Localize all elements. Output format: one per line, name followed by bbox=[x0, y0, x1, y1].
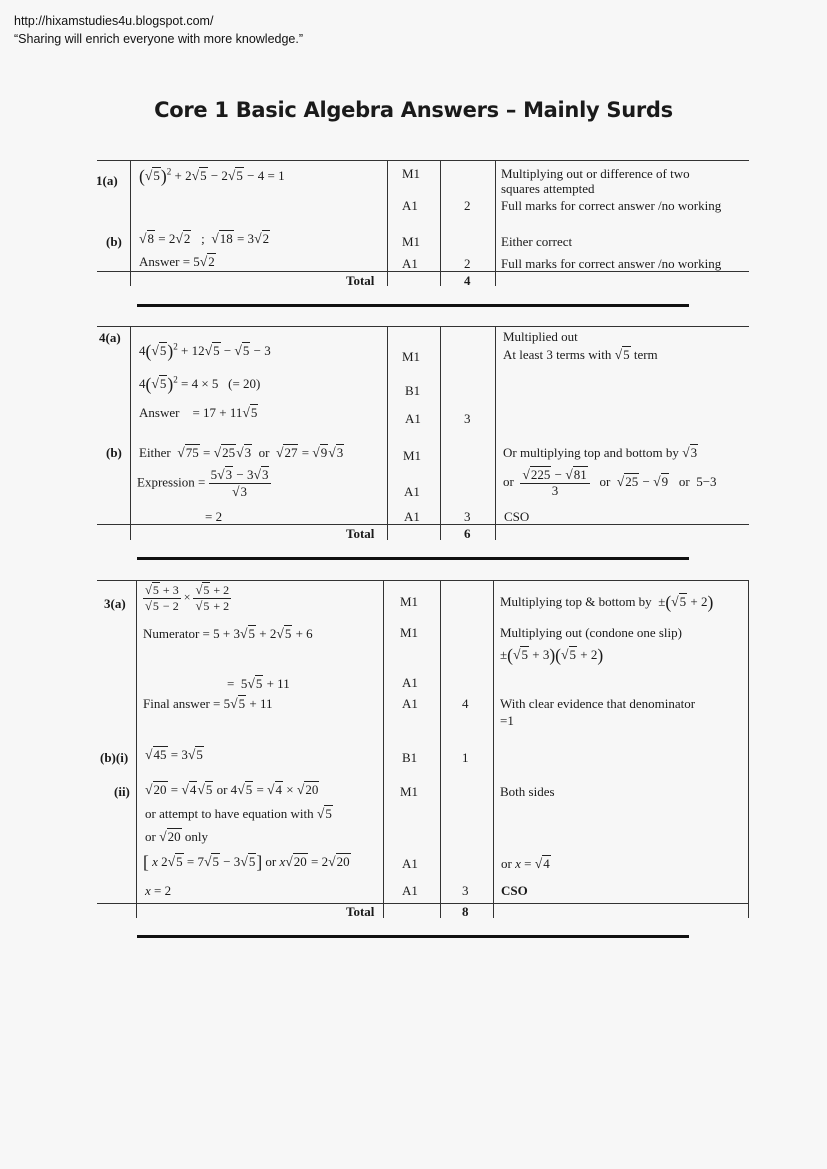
q3ii-working3: or √20 only bbox=[145, 829, 208, 844]
q4b-note5: CSO bbox=[504, 509, 530, 524]
q3a-note1: Multiplying top & bottom by ±(√5 + 2) bbox=[500, 592, 714, 612]
q4a-note2-end: term bbox=[633, 347, 658, 362]
q3-col-divider bbox=[440, 580, 441, 918]
page-title: Core 1 Basic Algebra Answers – Mainly Surds bbox=[154, 98, 673, 122]
q1b-answer: Answer = 5√2 bbox=[139, 254, 215, 269]
q3a-numerator-label: Numerator = bbox=[143, 626, 210, 641]
q3a-working1: $\frac{√5 + 3}{√5 - 2}$ × $\frac{√5 + 2}{√5 + 2}$ bbox=[145, 583, 230, 613]
q4a-note1: Multiplied out bbox=[503, 329, 578, 344]
q1a-mark: 2 bbox=[464, 198, 471, 213]
q4a-working1: $4(√5)^2 + 12√5 - √5 - 3$ bbox=[139, 341, 271, 361]
q3-col-divider bbox=[136, 580, 137, 918]
q3ii-working2: or attempt to have equation with √5 bbox=[145, 806, 332, 821]
q1-col-divider bbox=[495, 160, 496, 286]
q3-total-label: Total bbox=[346, 904, 375, 919]
q3ii-a1b: A1 bbox=[402, 883, 418, 898]
q4a-m1: M1 bbox=[402, 349, 421, 364]
q4b-mark: 3 bbox=[464, 509, 471, 524]
q3a-m1b: M1 bbox=[400, 625, 419, 640]
q3a-label: 3(a) bbox=[104, 596, 126, 611]
q4-col-divider bbox=[387, 326, 388, 540]
q3a-numerator: Numerator = 5 + 3√5 + 2√5 + 6 bbox=[143, 626, 313, 641]
q4b-expression: Expression = $\frac{5√3 - 3√3}{√3}$ bbox=[137, 467, 271, 500]
q4-total: 6 bbox=[464, 526, 471, 541]
q1a-note1: Multiplying out or difference of two bbox=[501, 166, 690, 181]
header-url[interactable]: http://hixamstudies4u.blogspot.com/ bbox=[14, 14, 214, 28]
q1b-a1: A1 bbox=[402, 256, 418, 271]
q3-top-rule bbox=[97, 580, 749, 581]
q1a-a1: A1 bbox=[402, 198, 418, 213]
q4-total-label: Total bbox=[346, 526, 375, 541]
q3a-note3: With clear evidence that denominator bbox=[500, 696, 696, 711]
q3a-a1b: A1 bbox=[402, 696, 418, 711]
q3ii-attempt: or attempt to have equation with bbox=[145, 806, 314, 821]
header-tagline: “Sharing will enrich everyone with more knowledge.” bbox=[14, 32, 304, 46]
q1b-note3: Either correct bbox=[501, 234, 573, 249]
q4a-note2-text: At least 3 terms with bbox=[503, 347, 612, 362]
q4b-label: (b) bbox=[106, 445, 122, 460]
q4b-a1: A1 bbox=[404, 484, 420, 499]
q1a-working: $(√5)^2 + 2√5 - 2√5 - 4 = 1$ bbox=[139, 166, 285, 186]
q1b-m1: M1 bbox=[402, 234, 421, 249]
q4b-note3-text: Or multiplying top and bottom by bbox=[503, 445, 679, 460]
q1b-label: (b) bbox=[106, 234, 122, 249]
q4-col-divider bbox=[495, 326, 496, 540]
q3ii-only: only bbox=[184, 829, 208, 844]
q3-total-rule bbox=[97, 903, 749, 904]
q4a-label: 4(a) bbox=[99, 330, 121, 345]
q3-col-divider bbox=[493, 580, 494, 918]
q1-col-divider bbox=[387, 160, 388, 286]
q4a-b1: B1 bbox=[405, 383, 421, 398]
q3bi-working: √45 = 3√5 bbox=[145, 747, 203, 762]
q1b-mark: 2 bbox=[464, 256, 471, 271]
q3bi-b1: B1 bbox=[402, 750, 418, 765]
q4-total-rule bbox=[97, 524, 749, 525]
q3-separator bbox=[137, 935, 689, 938]
q3a-note3b: =1 bbox=[500, 713, 514, 728]
q3a-m1: M1 bbox=[400, 594, 419, 609]
q3a-note2-expr: ±(√5 + 3)(√5 + 2) bbox=[500, 645, 604, 665]
q1-separator bbox=[137, 304, 689, 307]
q1a-note2: Full marks for correct answer /no working bbox=[501, 198, 722, 213]
q3ii-working4: [ x 2√5 = 7√5 − 3√5] or x√20 = 2√20 bbox=[143, 852, 350, 872]
q3a-final: Final answer = 5√5 + 11 bbox=[143, 696, 273, 711]
q4-col-divider bbox=[130, 326, 131, 540]
q3-right-border bbox=[748, 580, 749, 918]
q3a-note1-text: Multiplying top & bottom by bbox=[500, 594, 652, 609]
q4b-note3: Or multiplying top and bottom by √3 bbox=[503, 445, 698, 460]
q1b-note4: Full marks for correct answer /no working bbox=[501, 256, 722, 271]
q3a-note2: Multiplying out (condone one slip) bbox=[500, 625, 682, 640]
q3ii-note6: CSO bbox=[501, 883, 528, 898]
q4b-either: Either bbox=[139, 445, 171, 460]
q4b-working1: Either √75 = √25√3 or √27 = √9√3 bbox=[139, 445, 344, 460]
q4a-working2: $4(√5)^2 = 4 \times 5$ (= 20) bbox=[139, 374, 261, 394]
q1-col-divider bbox=[130, 160, 131, 286]
q4a-answer-label: Answer bbox=[139, 405, 180, 420]
q3ii-working1: √20 = √4√5 or 4√5 = √4 × √20 bbox=[145, 782, 319, 797]
q4-col-divider bbox=[440, 326, 441, 540]
q3-col-divider bbox=[383, 580, 384, 918]
q4b-or: or bbox=[258, 445, 270, 460]
q4b-eq2: = 2 bbox=[205, 509, 223, 524]
q3ii-m1: M1 bbox=[400, 784, 419, 799]
q4-top-rule bbox=[97, 326, 749, 327]
q3ii-note4: Both sides bbox=[500, 784, 555, 799]
q3a-a1: A1 bbox=[402, 675, 418, 690]
q1a-label: 1(a) bbox=[96, 173, 118, 188]
q1a-note1b: squares attempted bbox=[501, 181, 595, 196]
q3ii-a1: A1 bbox=[402, 856, 418, 871]
q4b-m1: M1 bbox=[403, 448, 422, 463]
q4a-a1: A1 bbox=[405, 411, 421, 426]
q4b-a1c: A1 bbox=[404, 509, 420, 524]
q3a-final-label: Final answer = bbox=[143, 696, 221, 711]
q3ii-note5: or x = √4 bbox=[501, 856, 550, 871]
q3-total: 8 bbox=[462, 904, 469, 919]
q4b-expression-label: Expression = bbox=[137, 474, 206, 490]
q1b-answer-label: Answer bbox=[139, 254, 180, 269]
q1-total: 4 bbox=[464, 273, 471, 288]
q4-separator bbox=[137, 557, 689, 560]
q3ii-mark: 3 bbox=[462, 883, 469, 898]
q3ii-note5-text: or bbox=[501, 856, 512, 871]
q1-col-divider bbox=[440, 160, 441, 286]
q3bi-label: (b)(i) bbox=[100, 750, 129, 765]
q4a-note2: At least 3 terms with √5 term bbox=[503, 347, 658, 362]
q3ii-label: (ii) bbox=[114, 784, 130, 799]
q1-top-rule bbox=[97, 160, 749, 161]
q3a-working3: = 5√5 + 11 bbox=[227, 676, 290, 691]
q3a-mark: 4 bbox=[462, 696, 469, 711]
q4a-answer: Answer = 17 + 11√5 bbox=[139, 405, 258, 420]
q1a-m1: M1 bbox=[402, 166, 421, 181]
q3ii-answer: x = 2 bbox=[145, 883, 172, 898]
q4a-mark: 3 bbox=[464, 411, 471, 426]
q1-total-label: Total bbox=[346, 273, 375, 288]
q3bi-mark: 1 bbox=[462, 750, 469, 765]
q1b-working: √8 = 2√2 ; √18 = 3√2 bbox=[139, 231, 270, 246]
q4b-note4: or $\frac{√225 - √81}{3}$ or √25 − √9 or 5−3 bbox=[503, 467, 717, 498]
